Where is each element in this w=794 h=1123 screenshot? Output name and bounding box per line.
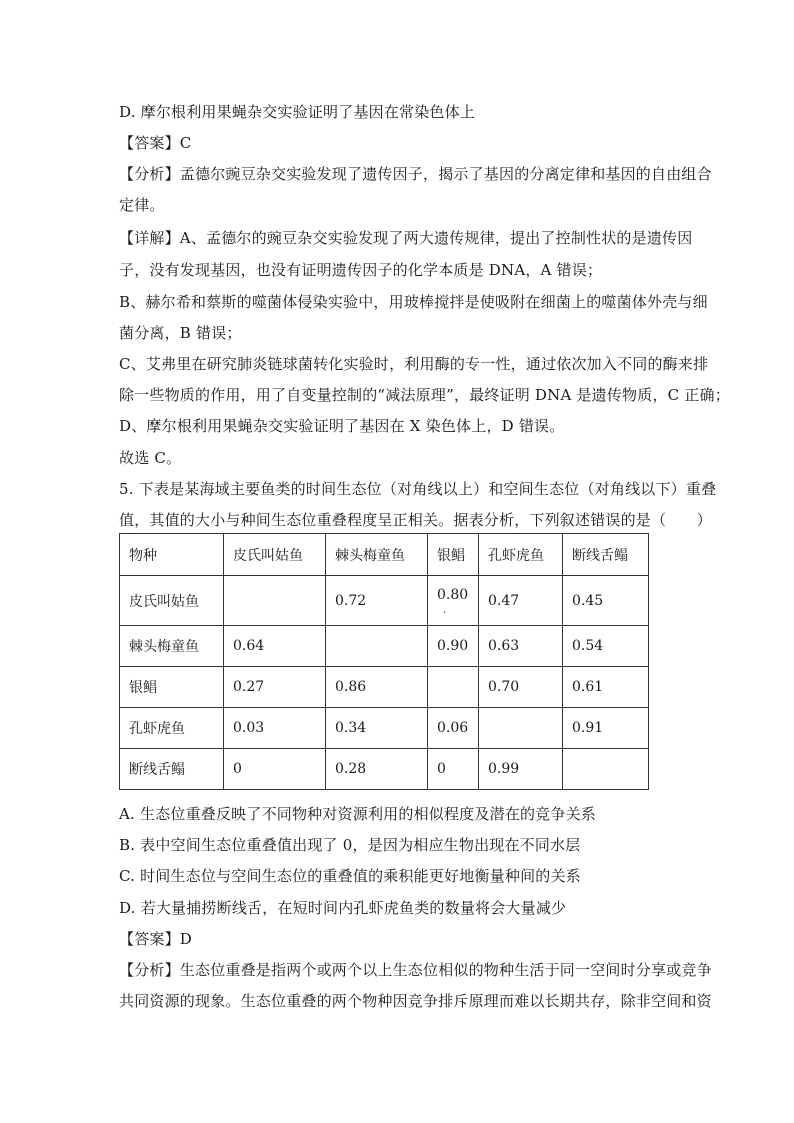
table-header-cell: 棘头梅童鱼 xyxy=(326,534,428,576)
detail-line-3: B、赫尔希和蔡斯的噬菌体侵染实验中，用玻棒搅拌是使吸附在细菌上的噬菌体外壳与细 xyxy=(119,293,708,311)
table-cell: 0.72 xyxy=(326,576,428,626)
detail-line-6: 除一些物质的作用，用了自变量控制的“减法原理”，最终证明 DNA 是遗传物质，C 正确； xyxy=(119,386,730,404)
table-cell: 0.06 xyxy=(428,708,479,749)
table-header-cell: 物种 xyxy=(120,534,224,576)
choose-line: 故选 C。 xyxy=(119,449,182,467)
table-cell: 银鲳 xyxy=(120,667,224,708)
table-header-cell: 断线舌鳎 xyxy=(563,534,649,576)
table-cell: 0.47 xyxy=(479,576,563,626)
table-cell: 0.64 xyxy=(224,626,326,667)
table-cell xyxy=(224,576,326,626)
detail-line-4: 菌分离，B 错误； xyxy=(119,324,242,342)
table-cell: 0.03 xyxy=(224,708,326,749)
table-cell: 0 xyxy=(428,749,479,790)
table-cell xyxy=(326,626,428,667)
table-cell: 0.63 xyxy=(479,626,563,667)
table-cell: 棘头梅童鱼 xyxy=(120,626,224,667)
stray-dot: . xyxy=(443,605,447,616)
detail-line-5: C、艾弗里在研究肺炎链球菌转化实验时，利用酶的专一性，通过依次加入不同的酶来排 xyxy=(119,355,709,373)
analysis-line-2: 定律。 xyxy=(119,196,165,214)
answer-line: 【答案】D xyxy=(119,930,193,948)
table-cell: 0.91 xyxy=(563,708,649,749)
table-cell: 0.54 xyxy=(563,626,649,667)
question-5-line-1: 5. 下表是某海域主要鱼类的时间生态位（对角线以上）和空间生态位（对角线以下）重叠 xyxy=(119,480,717,498)
niche-overlap-table xyxy=(119,533,649,790)
table-cell xyxy=(428,667,479,708)
table-cell: 0.99 xyxy=(479,749,563,790)
table-cell: 孔虾虎鱼 xyxy=(120,708,224,749)
table-cell: 0.90 xyxy=(428,626,479,667)
table-header-row xyxy=(120,534,649,576)
detail-line-2: 子，没有发现基因，也没有证明遗传因子的化学本质是 DNA，A 错误； xyxy=(119,261,603,279)
analysis-line-2: 共同资源的现象。生态位重叠的两个物种因竞争排斥原理而难以长期共存，除非空间和资 xyxy=(119,992,712,1010)
table-cell: 0.45 xyxy=(563,576,649,626)
analysis-line-1: 【分析】孟德尔豌豆杂交实验发现了遗传因子，揭示了基因的分离定律和基因的自由组合 xyxy=(119,165,712,183)
table-cell xyxy=(563,749,649,790)
table-cell: 断线舌鳎 xyxy=(120,749,224,790)
table-cell: 0 xyxy=(224,749,326,790)
table-cell: 0.86 xyxy=(326,667,428,708)
table-cell: 0.70 xyxy=(479,667,563,708)
table-cell: 0.34 xyxy=(326,708,428,749)
table-row xyxy=(120,708,649,749)
table-row xyxy=(120,667,649,708)
option-d-previous: D. 摩尔根利用果蝇杂交实验证明了基因在常染色体上 xyxy=(119,103,476,121)
table-cell: 0.61 xyxy=(563,667,649,708)
table-cell xyxy=(479,708,563,749)
table-cell: 0.28 xyxy=(326,749,428,790)
table-cell: 皮氏叫姑鱼 xyxy=(120,576,224,626)
detail-line-1: 【详解】A、孟德尔的豌豆杂交实验发现了两大遗传规律，提出了控制性状的是遗传因 xyxy=(119,229,693,247)
table-cell xyxy=(428,576,479,626)
answer-line: 【答案】C xyxy=(119,134,192,152)
table-header-cell: 孔虾虎鱼 xyxy=(479,534,563,576)
table-cell-value: 0.80 xyxy=(437,586,469,603)
table-header-cell: 银鲳 xyxy=(428,534,479,576)
table-cell: 0.27 xyxy=(224,667,326,708)
detail-line-7: D、摩尔根利用果蝇杂交实验证明了基因在 X 染色体上，D 错误。 xyxy=(119,417,565,435)
option-b: B. 表中空间生态位重叠值出现了 0，是因为相应生物出现在不同水层 xyxy=(119,836,581,854)
option-d: D. 若大量捕捞断线舌，在短时间内孔虾虎鱼类的数量将会大量减少 xyxy=(119,899,567,917)
option-a: A. 生态位重叠反映了不同物种对资源利用的相似程度及潜在的竞争关系 xyxy=(119,805,596,823)
option-c: C. 时间生态位与空间生态位的重叠值的乘积能更好地衡量种间的关系 xyxy=(119,867,581,885)
table-row xyxy=(120,626,649,667)
table-header-cell: 皮氏叫姑鱼 xyxy=(224,534,326,576)
table-row xyxy=(120,749,649,790)
question-5-line-2: 值，其值的大小与种间生态位重叠程度呈正相关。据表分析，下列叙述错误的是（ ） xyxy=(119,511,712,529)
table-row xyxy=(120,576,649,626)
analysis-line-1: 【分析】生态位重叠是指两个或两个以上生态位相似的物种生活于同一空间时分享或竞争 xyxy=(119,961,712,979)
